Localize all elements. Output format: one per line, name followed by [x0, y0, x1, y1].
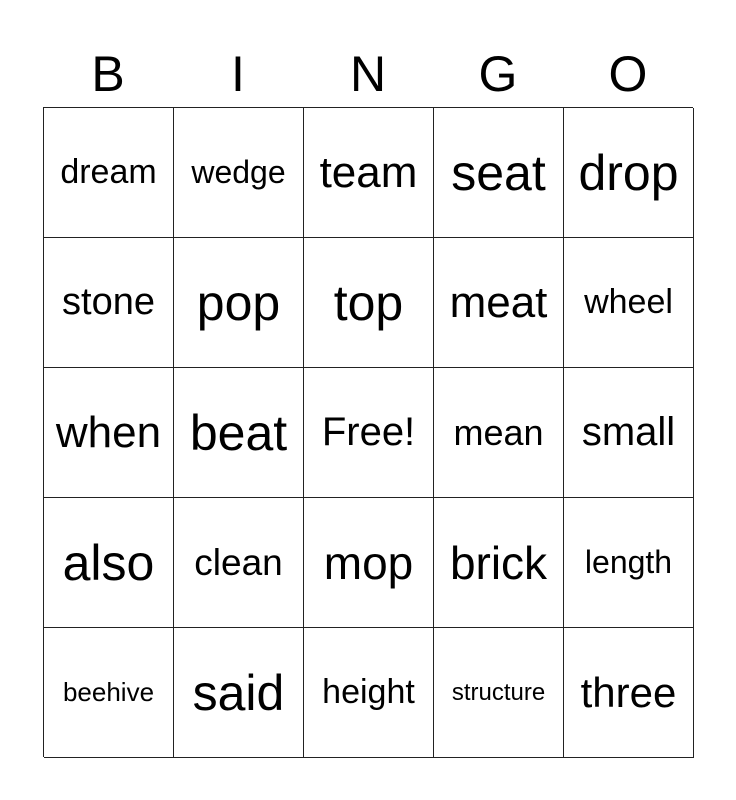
bingo-cell-r1-c4[interactable]: seat [434, 108, 564, 238]
bingo-cell-r3-c2[interactable]: beat [174, 368, 304, 498]
bingo-cell-free[interactable]: Free! [304, 368, 434, 498]
bingo-cell-r3-c5[interactable]: small [564, 368, 694, 498]
bingo-cell-r5-c4[interactable]: structure [434, 628, 564, 758]
bingo-cell-r1-c2[interactable]: wedge [174, 108, 304, 238]
bingo-cell-r4-c3[interactable]: mop [304, 498, 434, 628]
bingo-cell-r1-c3[interactable]: team [304, 108, 434, 238]
header-letter-i: I [231, 46, 245, 102]
bingo-cell-r2-c5[interactable]: wheel [564, 238, 694, 368]
bingo-cell-r5-c5[interactable]: three [564, 628, 694, 758]
header-letter-g: G [478, 46, 518, 102]
header-letter-o: O [608, 46, 648, 102]
bingo-card-grid [43, 107, 693, 757]
bingo-cell-r3-c1[interactable]: when [44, 368, 174, 498]
header-letter-b: B [91, 46, 125, 102]
header-letter-n: N [349, 46, 387, 102]
bingo-cell-r5-c1[interactable]: beehive [44, 628, 174, 758]
bingo-cell-r2-c4[interactable]: meat [434, 238, 564, 368]
bingo-cell-r4-c5[interactable]: length [564, 498, 694, 628]
bingo-cell-r1-c1[interactable]: dream [44, 108, 174, 238]
bingo-cell-r4-c1[interactable]: also [44, 498, 174, 628]
bingo-cell-r1-c5[interactable]: drop [564, 108, 694, 238]
bingo-cell-r3-c4[interactable]: mean [434, 368, 564, 498]
bingo-cell-r5-c2[interactable]: said [174, 628, 304, 758]
bingo-cell-r5-c3[interactable]: height [304, 628, 434, 758]
bingo-header [43, 44, 693, 104]
bingo-cell-r2-c1[interactable]: stone [44, 238, 174, 368]
bingo-cell-r2-c2[interactable]: pop [174, 238, 304, 368]
bingo-cell-r4-c4[interactable]: brick [434, 498, 564, 628]
bingo-cell-r4-c2[interactable]: clean [174, 498, 304, 628]
bingo-cell-r2-c3[interactable]: top [304, 238, 434, 368]
